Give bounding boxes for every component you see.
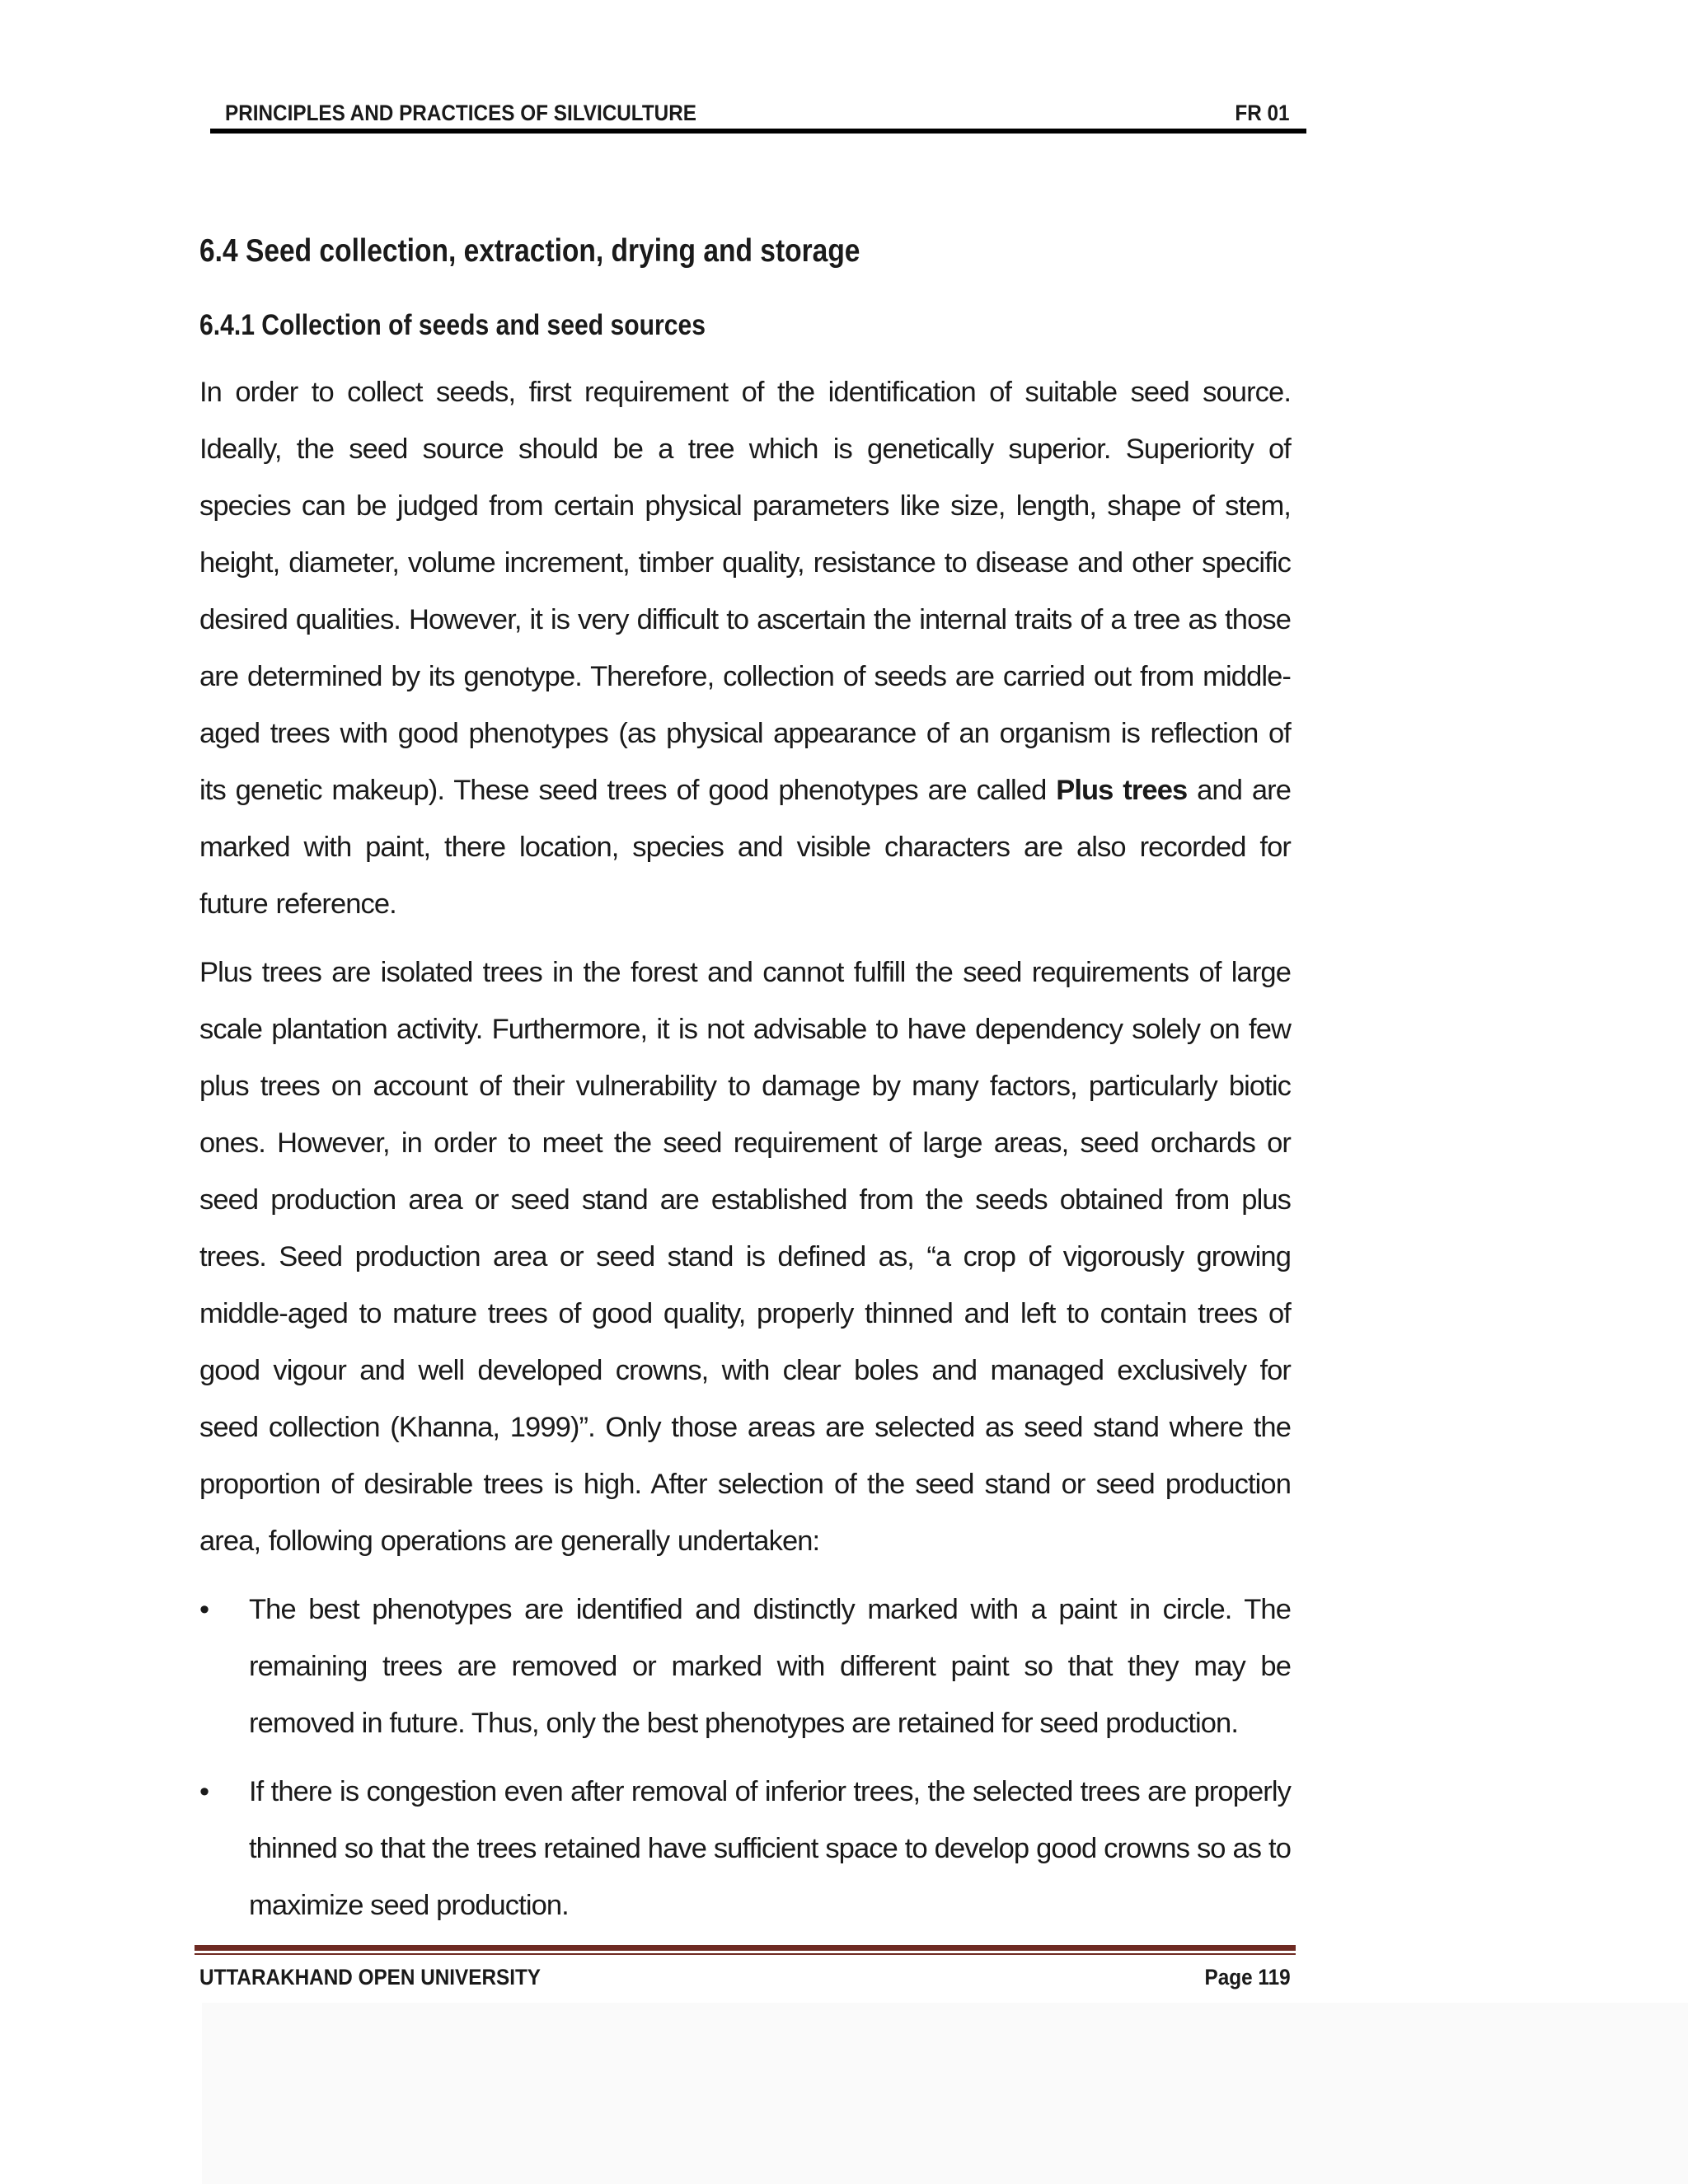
page-bottom-shade [202, 2003, 1688, 2184]
footer-institution: UTTARAKHAND OPEN UNIVERSITY [199, 1965, 542, 1990]
paragraph-text: and are marked with paint, there location, species and visible characters are also recorded for future reference. [199, 775, 1291, 920]
bullet-icon: • [199, 1776, 209, 1807]
operations-list [199, 1582, 1291, 1934]
running-footer [195, 1945, 1296, 1994]
bullet-icon: • [199, 1594, 209, 1625]
paragraph-text: In order to collect seeds, first requirement of the identification of suitable seed source. Ideally, the seed source should be a tree which is genetically superior. Superiority of species can be judged from certain physical parameters like size, length, shape of stem, height, diameter, volume increment, timber quality, resistance to disease and other specific desired qualities. However, it is very difficult to ascertain the internal traits of a tree as those are determined by its genotype. Therefore, collection of seeds are carried out from middle-aged trees with good phenotypes (as physical appearance of an organism is reflection of its genetic makeup). These seed trees of good phenotypes are called [199, 377, 1291, 806]
subsection-heading: 6.4.1 Collection of seeds and seed sources [199, 309, 706, 341]
list-item-text: If there is congestion even after removal of inferior trees, the selected trees are properly thinned so that the trees retained have sufficient space to develop good crowns so as to maximize seed production. [249, 1776, 1291, 1921]
header-title: PRINCIPLES AND PRACTICES OF SILVICULTURE [225, 101, 696, 125]
section-heading: 6.4 Seed collection, extraction, drying and storage [199, 233, 860, 269]
footer-rule-thick [195, 1945, 1296, 1951]
bold-term-plus-trees: Plus trees [1056, 775, 1188, 806]
paragraph-plus-trees [199, 364, 1291, 933]
paragraph-seed-stand: Plus trees are isolated trees in the forest and cannot fulfill the seed requirements of large scale plantation activity. Furthermore, it is not advisable to have dependency solely on few plus trees on account of their vulnerability to damage by many factors, particularly biotic ones. However, in order to meet the seed requirement of large areas, seed orchards or seed production area or seed stand are established from the seeds obtained from plus trees. Seed production area or seed stand is defined as, “a crop of vigorously growing middle-aged to mature trees of good quality, properly thinned and left to contain trees of good vigour and well developed crowns, with clear boles and managed exclusively for seed collection (Khanna, 1999)”. Only those areas are selected as seed stand where the proportion of desirable trees is high. After selection of the seed stand or seed production area, following operations are generally undertaken: [199, 957, 1291, 1557]
footer-page-number: Page 119 [1204, 1965, 1291, 1990]
footer-rule-thin [195, 1953, 1296, 1955]
header-course-code: FR 01 [1235, 101, 1290, 125]
list-item [199, 1764, 1291, 1934]
running-header [210, 97, 1306, 134]
header-rule [210, 129, 1306, 134]
list-item-text: The best phenotypes are identified and distinctly marked with a paint in circle. The remaining trees are removed or marked with different paint so that they may be removed in future. Thus, only the best phenotypes are retained for seed production. [249, 1594, 1291, 1739]
list-item [199, 1582, 1291, 1752]
page-content [199, 224, 1291, 1946]
